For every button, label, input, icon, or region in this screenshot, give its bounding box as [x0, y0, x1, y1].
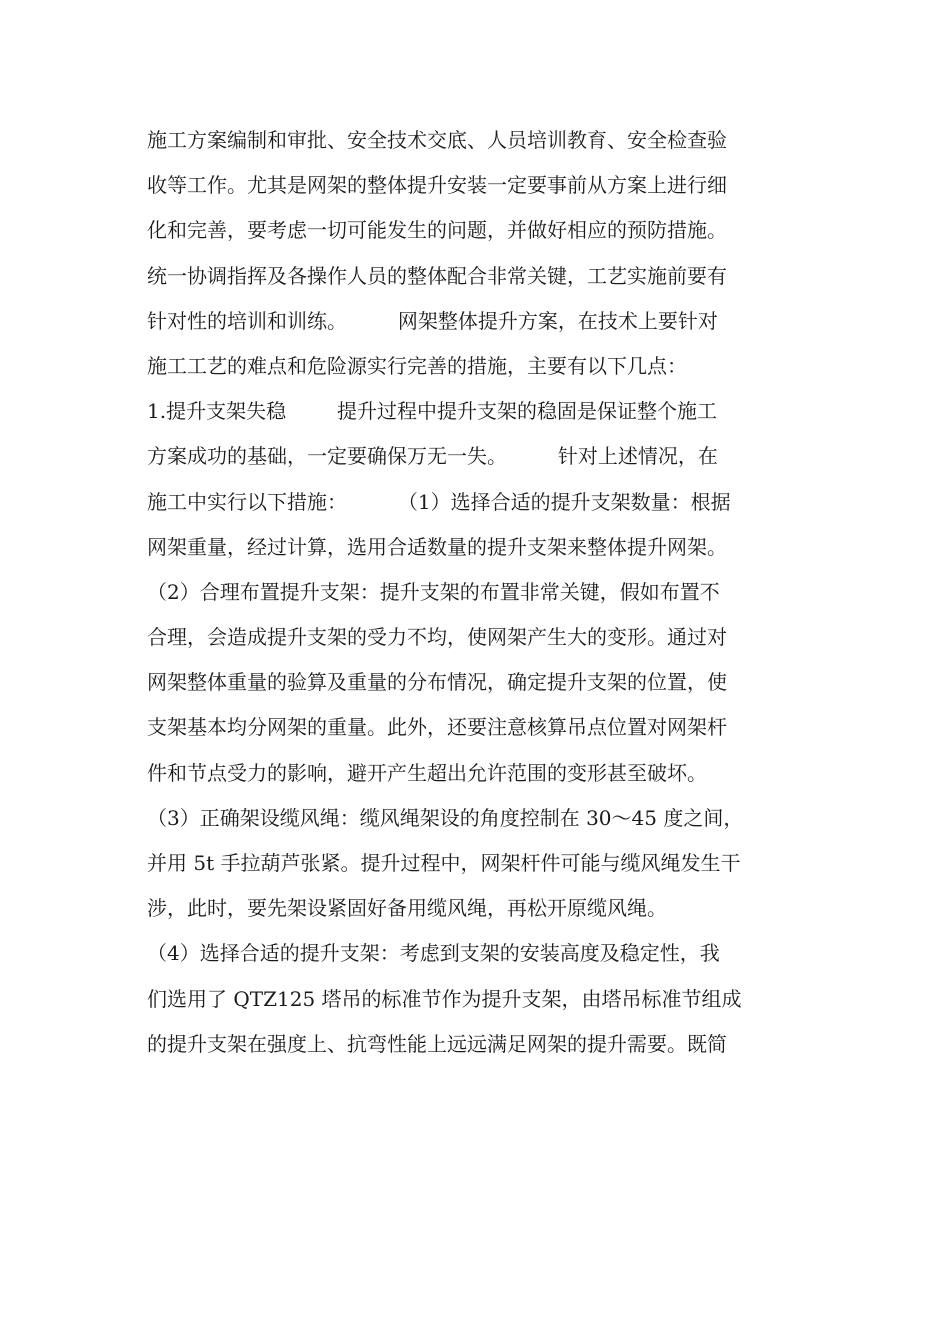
text-line: （4）选择合适的提升支架：考虑到支架的安装高度及稳定性，我 — [147, 941, 720, 966]
text-line: 涉，此时，要先架设紧固好备用缆风绳，再松开原缆风绳。 — [147, 896, 667, 921]
text-line: 支架基本均分网架的重量。此外，还要注意核算吊点位置对网架杆 — [147, 715, 727, 740]
text-line: 的提升支架在强度上、抗弯性能上远远满足网架的提升需要。既简 — [147, 1031, 727, 1056]
text-line: 施工方案编制和审批、安全技术交底、人员培训教育、安全检查验 — [147, 128, 727, 152]
text-line: 件和节点受力的影响，避开产生超出允许范围的变形甚至破坏。 — [147, 760, 707, 785]
text-line: 合理，会造成提升支架的受力不均，使网架产生大的变形。通过对 — [147, 625, 727, 650]
text-line: 化和完善，要考虑一切可能发生的问题，并做好相应的预防措施。 — [147, 218, 727, 243]
text-line: 网架重量，经过计算，选用合适数量的提升支架来整体提升网架。 — [147, 534, 727, 559]
text-line: 们选用了 QTZ125 塔吊的标准节作为提升支架，由塔吊标准节组成 — [147, 986, 742, 1011]
text-line: 施工中实行以下措施： （1）选择合适的提升支架数量：根据 — [147, 489, 731, 514]
text-line: （3）正确架设缆风绳：缆风绳架设的角度控制在 30～45 度之间， — [147, 805, 744, 830]
text-line: 网架整体重量的验算及重量的分布情况，确定提升支架的位置，使 — [147, 670, 727, 695]
text-line: 针对性的培训和训练。 网架整体提升方案，在技术上要针对 — [147, 308, 718, 333]
text-line: 1.提升支架失稳 提升过程中提升支架的稳固是保证整个施工 — [147, 399, 717, 424]
text-line: 并用 5t 手拉葫芦张紧。提升过程中，网架杆件可能与缆风绳发生干 — [147, 851, 741, 875]
text-line: 统一协调指挥及各操作人员的整体配合非常关键，工艺实施前要有 — [147, 263, 727, 288]
text-line: 收等工作。尤其是网架的整体提升安装一定要事前从方案上进行细 — [147, 173, 727, 198]
text-line: 施工工艺的难点和危险源实行完善的措施，主要有以下几点： — [147, 353, 687, 378]
text-line: （2）合理布置提升支架：提升支架的布置非常关键，假如布置不 — [147, 579, 720, 604]
text-line: 方案成功的基础，一定要确保万无一失。 针对上述情况，在 — [147, 444, 718, 469]
body-text — [147, 118, 807, 1067]
